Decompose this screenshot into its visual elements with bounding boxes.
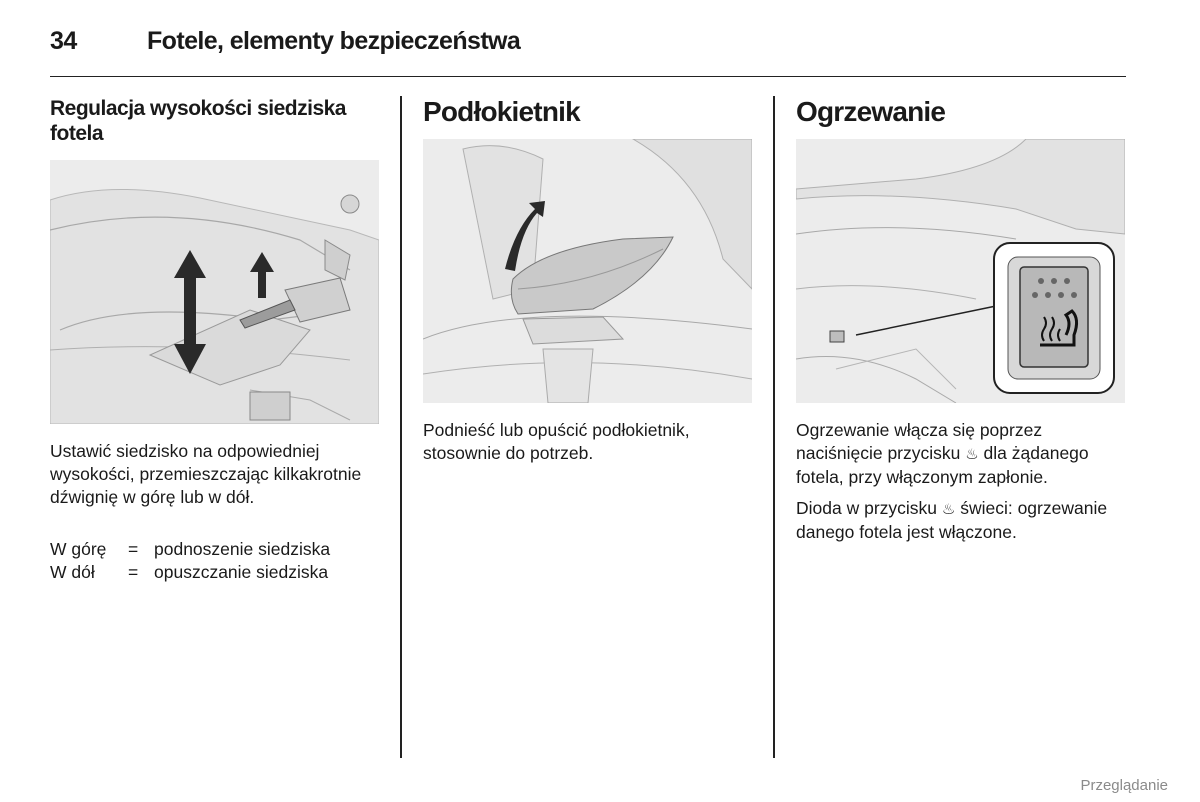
seat-heat-icon: ♨ [965,445,979,463]
table-key: W dół [50,562,95,582]
table-value: opuszczanie siedziska [154,562,329,582]
heating-illustration [796,139,1125,403]
seat-height-illustration [50,160,379,424]
instruction-paragraph: Ustawić siedzisko na odpowiedniej wysokości, przemieszczając kilkakrotnie dźwignię w górę lub w dół. [50,441,362,507]
browse-link[interactable]: Przeglądanie [1080,777,1168,794]
section-heading: Regulacja wysokości siedziska fotela [50,97,346,145]
instruction-paragraph: Ogrzewanie włącza się poprzez naciśnięcie przycisku ♨ dla żądanego fotela, przy włączonym zapłonie. [796,420,1089,487]
section-title: Fotele, elementy bezpieczeństwa [147,27,521,55]
column-divider [400,96,402,758]
page-header [50,24,1126,77]
section-heading: Ogrzewanie [796,96,946,127]
page-number: 34 [50,27,77,55]
armrest-section [423,96,753,463]
section-heading: Podłokietnik [423,96,580,127]
armrest-illustration [423,139,752,403]
instruction-paragraph: Dioda w przycisku ♨ świeci: ogrzewanie danego fotela jest włączone. [796,498,1108,542]
table-eq: = [128,539,139,559]
table-eq: = [128,562,139,582]
table-key: W górę [50,539,107,559]
table-row [50,561,330,584]
heating-section [796,96,1126,542]
table-row [50,538,330,561]
seat-heat-icon: ♨ [941,500,956,518]
direction-table [50,538,330,584]
column-divider [773,96,775,758]
table-value: podnoszenie siedziska [154,539,331,559]
seat-height-section [50,96,380,582]
instruction-paragraph: Podnieść lub opuścić podłokietnik, stosownie do potrzeb. [423,420,690,463]
